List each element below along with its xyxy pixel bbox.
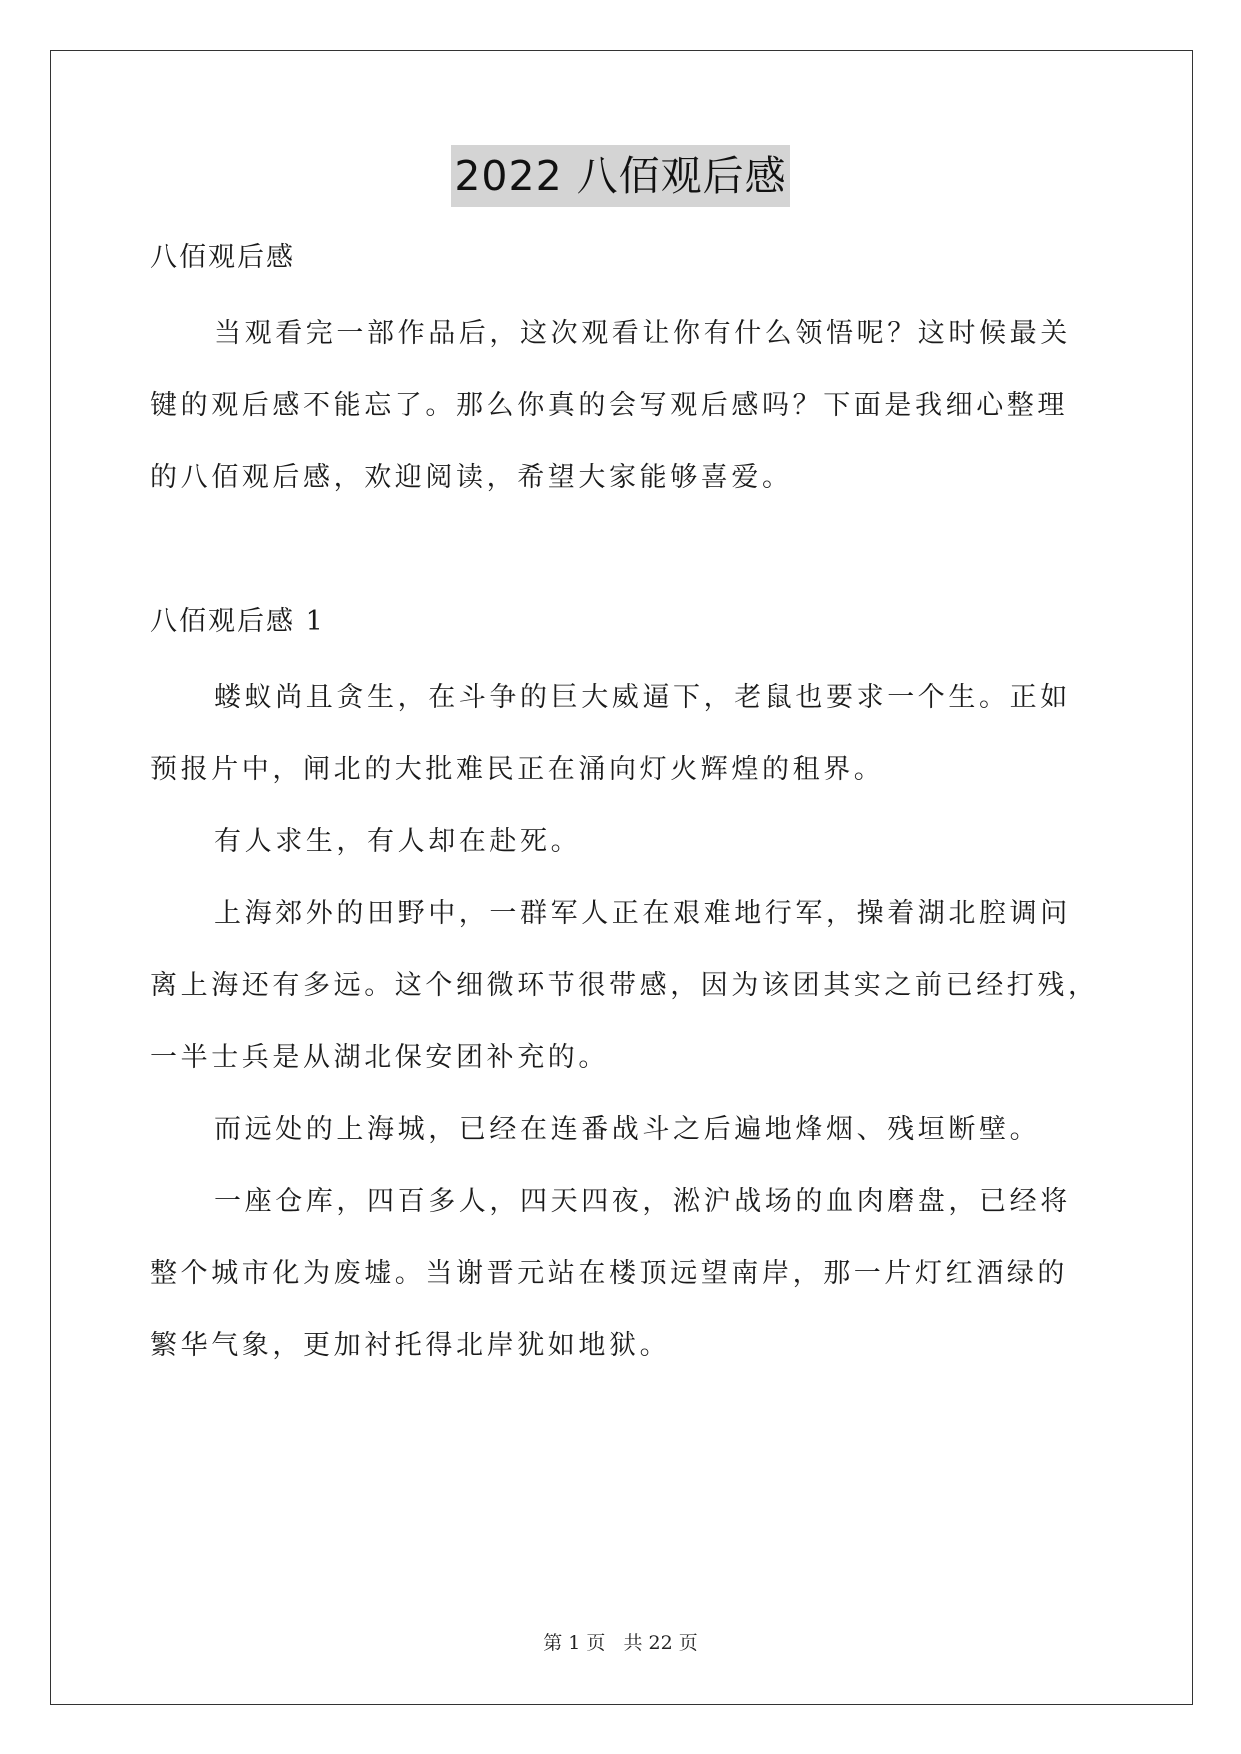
paragraph-line: 当观看完一部作品后，这次观看让你有什么领悟呢？这时候最关 (214, 318, 1071, 349)
paragraph-line: 键的观后感不能忘了。那么你真的会写观后感吗？下面是我细心整理 (150, 390, 1068, 421)
page-number: 第 1 页 (543, 1632, 606, 1654)
paragraph-line: 繁华气象，更加衬托得北岸犹如地狱。 (150, 1330, 671, 1361)
paragraph-line: 整个城市化为废墟。当谢晋元站在楼顶远望南岸，那一片灯红酒绿的 (150, 1258, 1068, 1289)
paragraph-line: 上海郊外的田野中，一群军人正在艰难地行军，操着湖北腔调问 (214, 898, 1071, 929)
paragraph-line: 一座仓库，四百多人，四天四夜，淞沪战场的血肉磨盘，已经将 (214, 1186, 1071, 1217)
document-title: 2022 八佰观后感 (451, 145, 789, 207)
page-border (50, 50, 1193, 1705)
paragraph-line: 预报片中，闸北的大批难民正在涌向灯火辉煌的租界。 (150, 754, 885, 785)
section-heading-1: 八佰观后感 1 (150, 606, 325, 637)
section-heading-intro: 八佰观后感 (150, 242, 295, 273)
page-footer (0, 1628, 1241, 1655)
paragraph-line: 蝼蚁尚且贪生，在斗争的巨大威逼下，老鼠也要求一个生。正如 (214, 682, 1071, 713)
paragraph-line: 有人求生，有人却在赴死。 (214, 826, 582, 857)
paragraph-line: 一半士兵是从湖北保安团补充的。 (150, 1042, 609, 1073)
paragraph-line: 而远处的上海城，已经在连番战斗之后遍地烽烟、残垣断壁。 (214, 1114, 1041, 1145)
paragraph-line: 的八佰观后感，欢迎阅读，希望大家能够喜爱。 (150, 462, 793, 493)
paragraph-line: 离上海还有多远。这个细微环节很带感，因为该团其实之前已经打残， (150, 970, 1099, 1001)
title-container (0, 145, 1241, 207)
page-total: 共 22 页 (623, 1632, 698, 1654)
